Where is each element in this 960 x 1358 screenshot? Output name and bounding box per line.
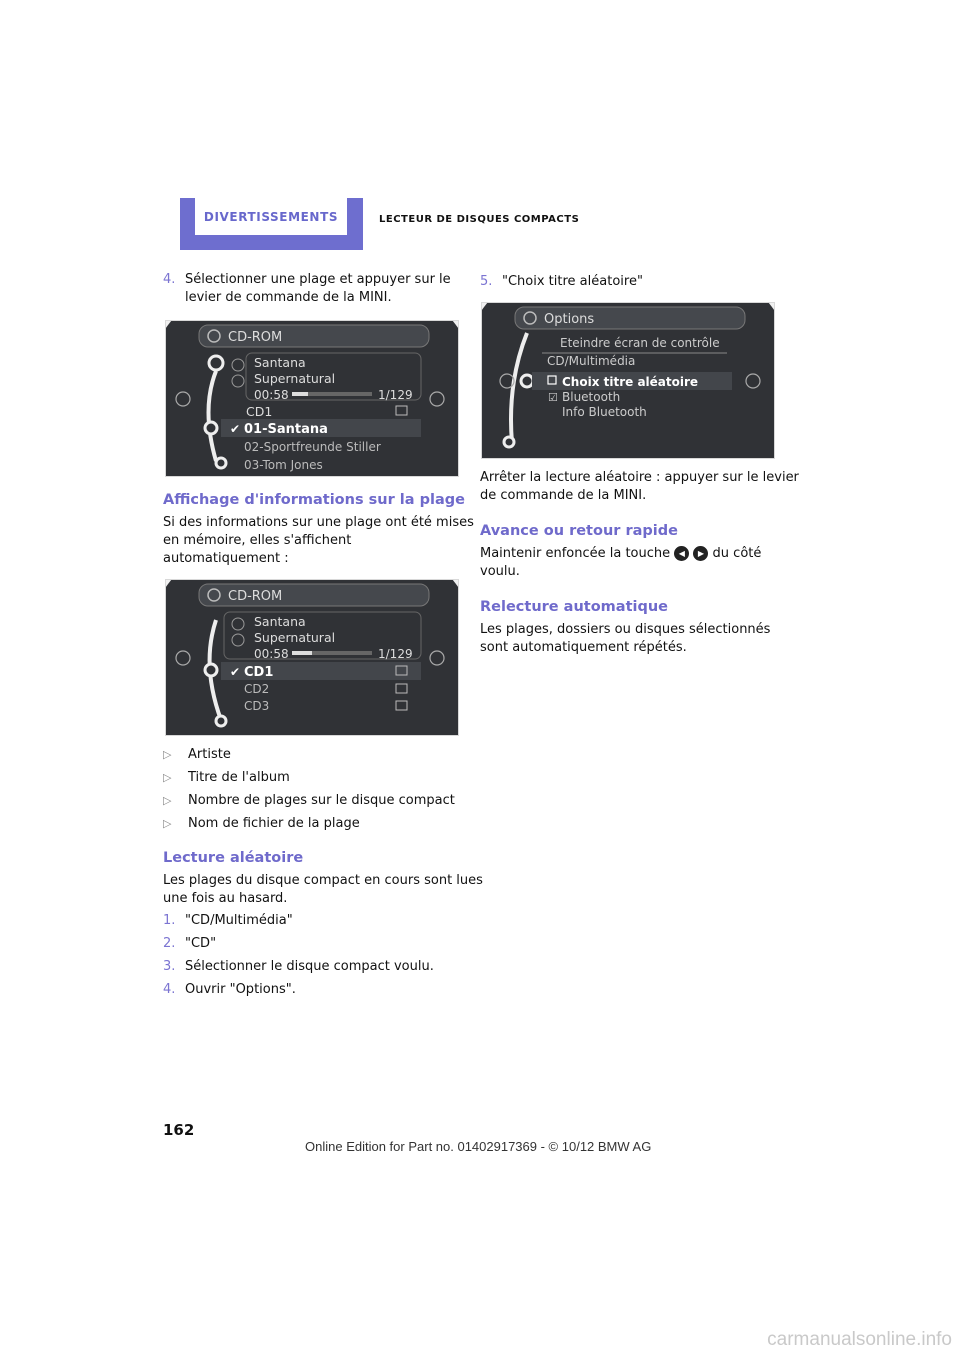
seek-text-post: du côté: [712, 546, 762, 561]
repeat-line-1: Les plages, dossiers ou disques sélectionnés: [480, 622, 771, 637]
step-text: "CD": [185, 936, 217, 951]
stop-random-paragraph: [480, 469, 799, 505]
time-text-2: 00:58: [254, 647, 289, 661]
screenshot-options-menu: [481, 302, 775, 459]
seek-text-line2: voulu.: [480, 564, 520, 579]
repeat-paragraph: [480, 621, 770, 657]
album-text: Supernatural: [254, 371, 336, 386]
bullet-text: Nom de fichier de la plage: [188, 816, 360, 831]
stop-line-1: Arrêter la lecture aléatoire : appuyer sur le levier: [480, 470, 799, 485]
screen-graphic-2: [166, 580, 458, 735]
bullet-item: [163, 746, 231, 764]
step-number: 4.: [163, 272, 176, 287]
screen-graphic: [166, 321, 458, 476]
item-cd3: CD3: [244, 699, 270, 713]
opt-cd-multimedia: CD/Multimédia: [547, 354, 636, 368]
triangle-icon: ▷: [163, 794, 172, 807]
step-text-1: Sélectionner une plage et appuyer sur le: [185, 272, 451, 287]
step-number: 5.: [480, 274, 493, 289]
heading-seek: Avance ou retour rapide: [480, 523, 678, 539]
bullet-item: [163, 792, 455, 810]
artist-text: Santana: [254, 355, 306, 370]
bullet-item: [163, 769, 290, 787]
bluetooth-check-icon: ☑: [548, 391, 558, 404]
random-step: [163, 958, 434, 976]
step-number: 2.: [163, 936, 176, 951]
screen-title: CD-ROM: [228, 330, 283, 345]
step-text: "CD/Multimédia": [185, 913, 293, 928]
repeat-line-2: sont automatiquement répétés.: [480, 640, 687, 655]
heading-random-play: Lecture aléatoire: [163, 850, 304, 866]
page-number: 162: [163, 1121, 195, 1139]
heading-track-info: Affichage d'informations sur la plage: [163, 492, 465, 508]
step-number: 3.: [163, 959, 176, 974]
seek-paragraph: [480, 545, 761, 581]
opt-bluetooth-info: Info Bluetooth: [562, 405, 647, 419]
random-step: [163, 981, 296, 999]
screenshot-cd-track-list: [165, 320, 459, 477]
item-cd1: CD1: [244, 665, 274, 680]
random-step: [163, 912, 293, 930]
next-track-1: 02-Sportfreunde Stiller: [244, 440, 381, 454]
step-number: 1.: [163, 913, 176, 928]
track-count-2: 1/129: [378, 647, 413, 661]
random-step: [163, 935, 216, 953]
next-track-2: 03-Tom Jones: [244, 458, 323, 472]
screen-graphic-3: [482, 303, 774, 458]
rewind-button-icon: ◀: [674, 546, 689, 561]
watermark: carmanualsonline.info: [767, 1329, 952, 1350]
random-paragraph: [163, 872, 483, 908]
track-count: 1/129: [378, 388, 413, 402]
random-line-1: Les plages du disque compact en cours sont lues: [163, 873, 483, 888]
triangle-icon: ▷: [163, 817, 172, 830]
screenshot-cd-info: [165, 579, 459, 736]
bullet-item: [163, 815, 360, 833]
album-text-2: Supernatural: [254, 630, 336, 645]
screen2-title: CD-ROM: [228, 589, 283, 604]
artist-text-2: Santana: [254, 614, 306, 629]
info-line-3: automatiquement :: [163, 551, 289, 566]
stop-line-2: de commande de la MINI.: [480, 488, 647, 503]
bullet-text: Titre de l'album: [188, 770, 290, 785]
step-4-select-track: [163, 271, 451, 307]
options-title: Options: [544, 312, 595, 327]
info-paragraph: [163, 514, 474, 568]
seek-text-pre: Maintenir enfoncée la touche: [480, 546, 671, 561]
opt-screen-off: Eteindre écran de contrôle: [560, 336, 720, 350]
info-line-1: Si des informations sur une plage ont été mises: [163, 515, 474, 530]
item-cd2: CD2: [244, 682, 270, 696]
forward-button-icon: ▶: [693, 546, 708, 561]
step-5-random-choice: [480, 273, 643, 291]
step-text-2: levier de commande de la MINI.: [185, 290, 392, 305]
time-text: 00:58: [254, 388, 289, 402]
info-line-2: en mémoire, elles s'affichent: [163, 533, 352, 548]
folder-text: CD1: [246, 404, 273, 419]
bullet-text: Nombre de plages sur le disque compact: [188, 793, 455, 808]
bullet-text: Artiste: [188, 747, 231, 762]
step-text: "Choix titre aléatoire": [502, 274, 643, 289]
step-text: Ouvrir "Options".: [185, 982, 296, 997]
triangle-icon: ▷: [163, 771, 172, 784]
selected-track: 01-Santana: [244, 422, 328, 437]
check-icon: ✔: [230, 422, 241, 436]
random-line-2: une fois au hasard.: [163, 891, 288, 906]
heading-auto-repeat: Relecture automatique: [480, 599, 669, 615]
progress-fill-2: [292, 651, 312, 655]
triangle-icon: ▷: [163, 748, 172, 761]
check-icon-2: ✔: [230, 665, 241, 679]
opt-random: Choix titre aléatoire: [562, 375, 699, 389]
opt-bluetooth: Bluetooth: [562, 390, 621, 404]
footer-edition: Online Edition for Part no. 01402917369 - © 10/12 BMW AG: [305, 1139, 652, 1154]
progress-fill: [292, 392, 308, 396]
section-label: DIVERTISSEMENTS: [195, 198, 347, 235]
step-text: Sélectionner le disque compact voulu.: [185, 959, 434, 974]
chapter-label: LECTEUR DE DISQUES COMPACTS: [379, 214, 580, 225]
step-number: 4.: [163, 982, 176, 997]
